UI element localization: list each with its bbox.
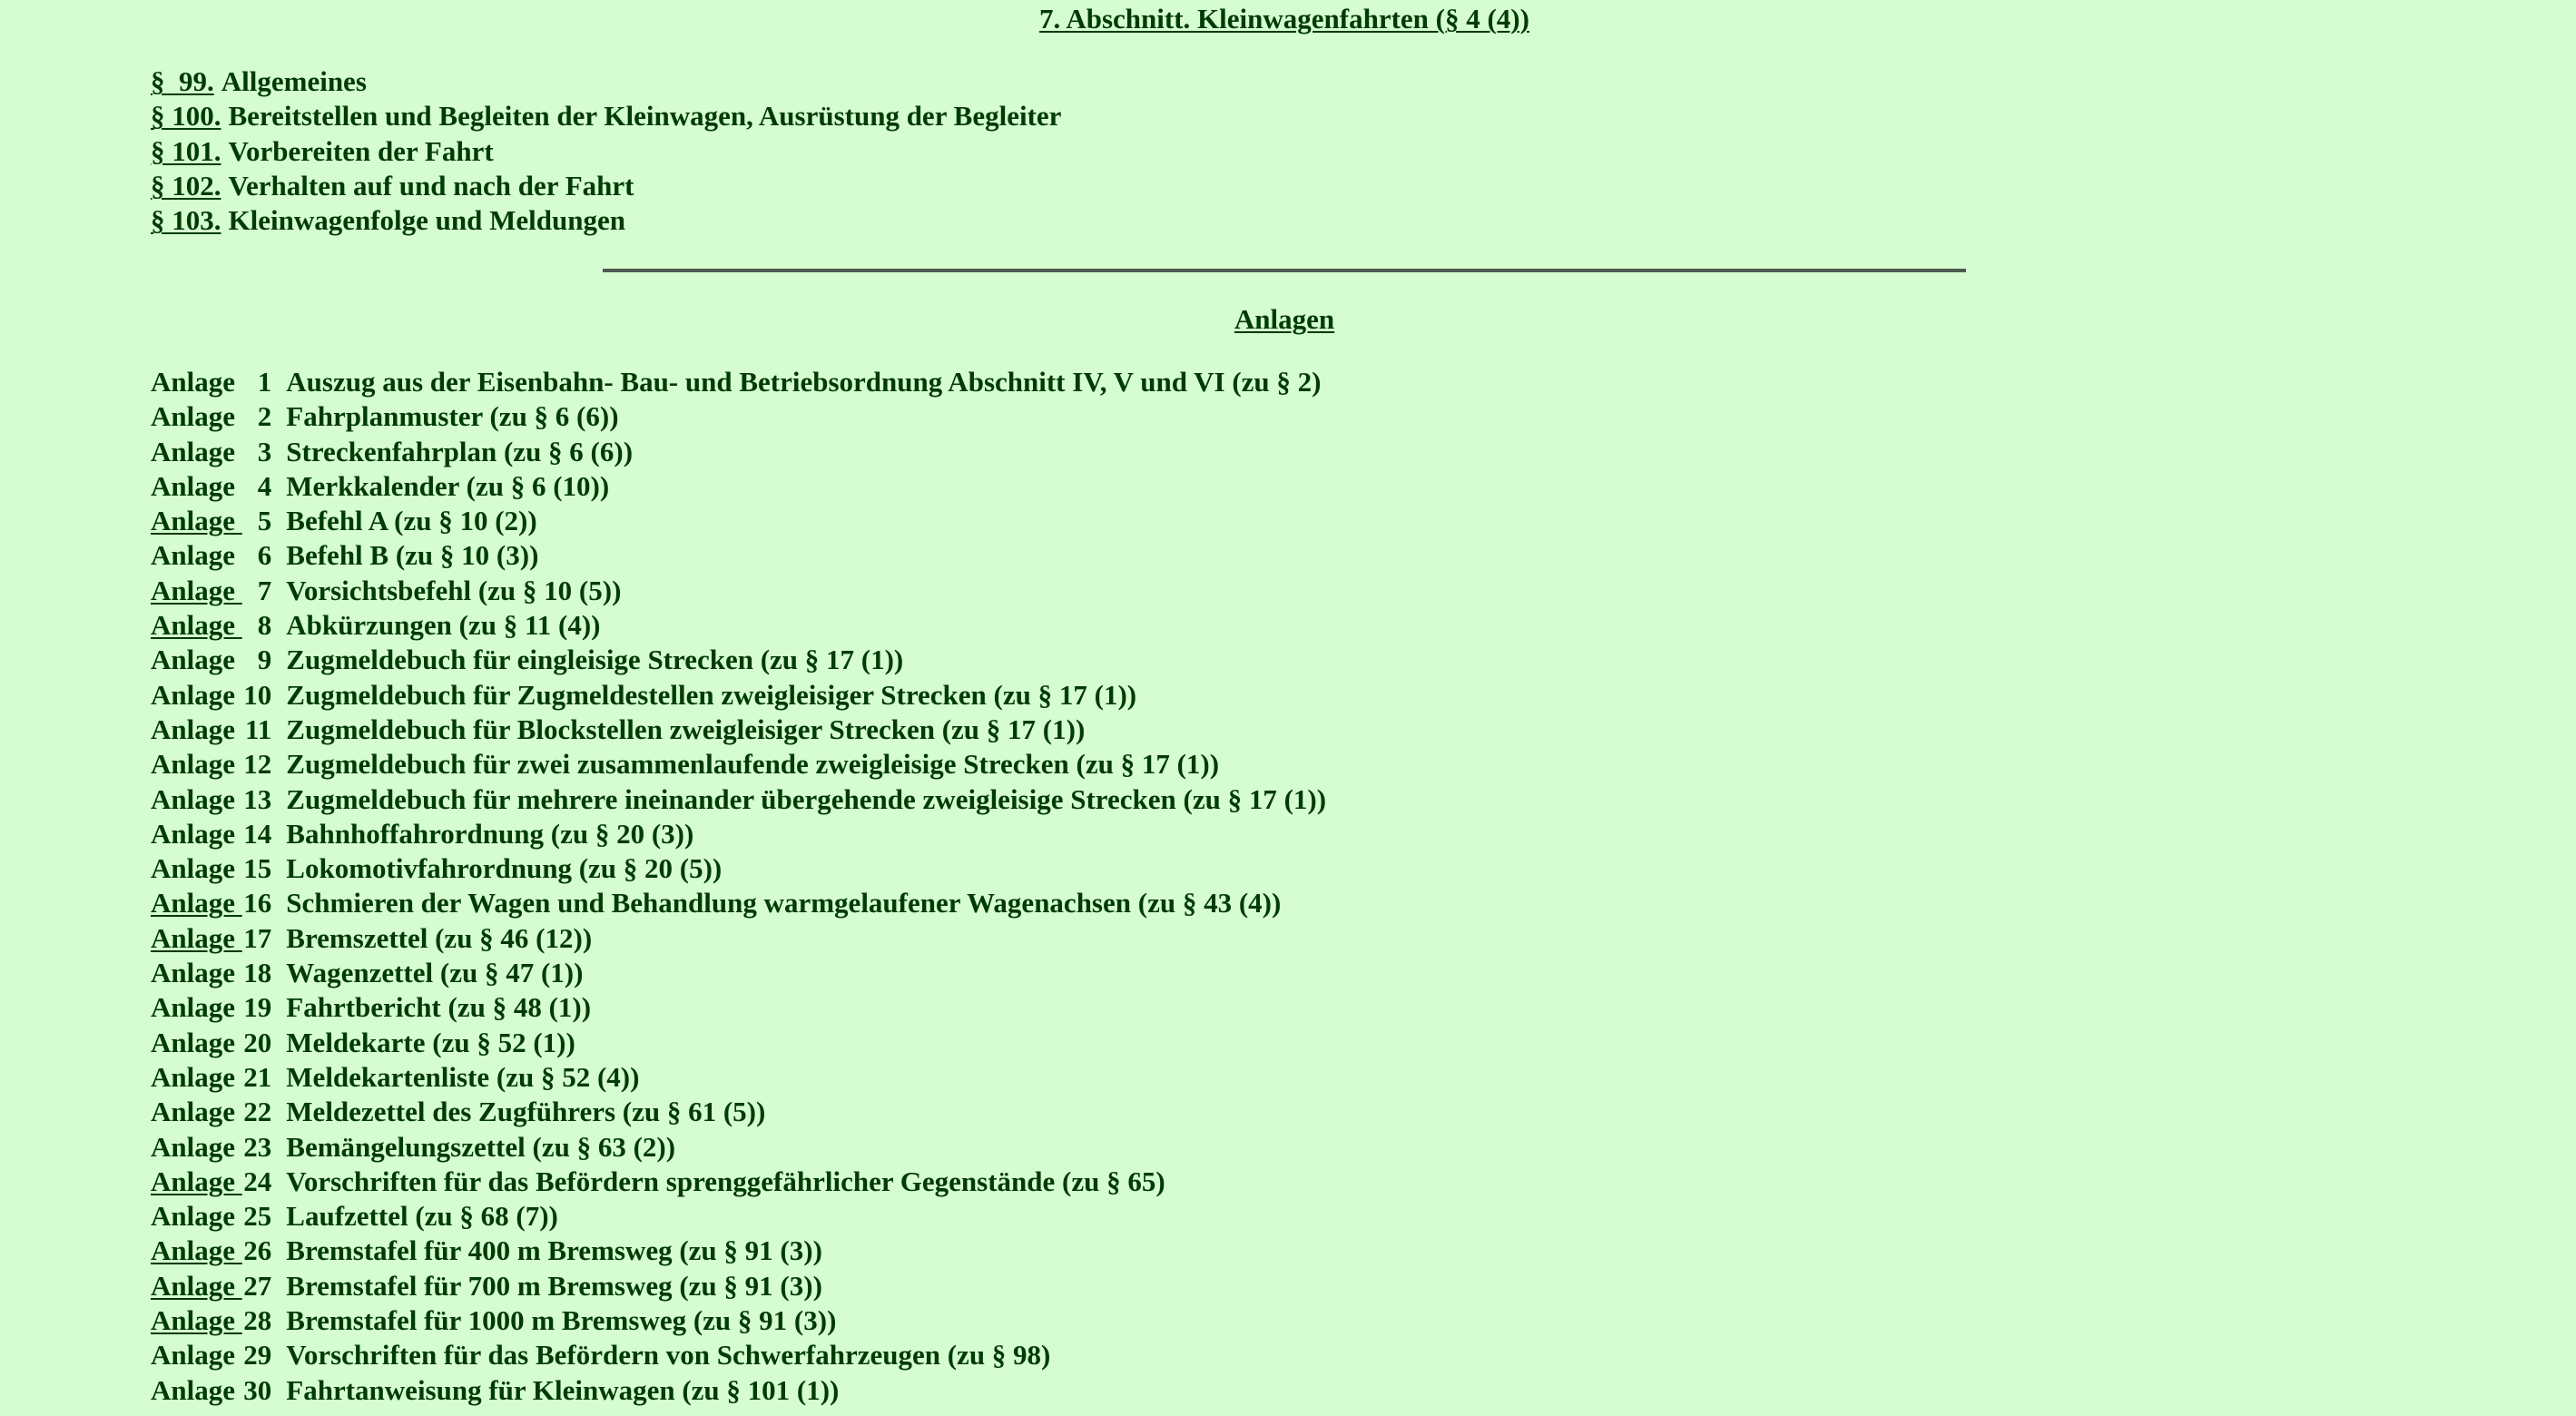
anlage-title: Meldekarte (zu § 52 (1)) bbox=[286, 1026, 575, 1058]
anlage-number: 24 bbox=[243, 1165, 272, 1197]
paragraph-list bbox=[151, 64, 1061, 238]
anlage-row bbox=[151, 1234, 1326, 1268]
paragraph-item bbox=[151, 203, 1061, 238]
anlage-label-cell[interactable] bbox=[151, 608, 286, 643]
section-title-link[interactable]: 7. Abschnitt. Kleinwagenfahrten (§ 4 (4)) bbox=[1039, 3, 1529, 34]
anlage-label bbox=[151, 436, 271, 467]
paragraph-link-100[interactable]: § 100. bbox=[151, 100, 221, 133]
anlage-label bbox=[151, 644, 271, 675]
divider bbox=[603, 269, 1966, 272]
paragraph-link-101[interactable]: § 101. bbox=[151, 134, 221, 167]
anlage-label-cell[interactable] bbox=[151, 504, 286, 538]
anlage-row bbox=[151, 574, 1326, 608]
anlage-number: 28 bbox=[243, 1304, 272, 1337]
anlage-row bbox=[151, 504, 1326, 538]
anlage-row bbox=[151, 713, 1326, 747]
anlage-link[interactable] bbox=[151, 575, 271, 606]
anlage-title: Fahrplanmuster (zu § 6 (6)) bbox=[286, 400, 619, 433]
anlage-number: 20 bbox=[243, 1026, 272, 1058]
anlage-row bbox=[151, 365, 1326, 399]
anlage-label-cell bbox=[151, 678, 286, 713]
anlage-label-cell bbox=[151, 1095, 286, 1129]
anlage-number: 29 bbox=[243, 1339, 272, 1372]
anlage-number: 9 bbox=[257, 644, 272, 676]
anlage-label-cell bbox=[151, 817, 286, 851]
anlagen-table-body bbox=[151, 365, 1326, 1408]
anlage-title: Bremszettel (zu § 46 (12)) bbox=[286, 921, 593, 954]
paragraph-item bbox=[151, 169, 1061, 203]
anlage-label-cell[interactable] bbox=[151, 886, 286, 920]
anlage-label bbox=[151, 748, 271, 780]
paragraph-link-102[interactable]: § 102. bbox=[151, 169, 221, 202]
anlage-label-cell bbox=[151, 1338, 286, 1372]
anlage-label bbox=[151, 1131, 271, 1163]
anlage-row bbox=[151, 538, 1326, 573]
anlage-number: 15 bbox=[243, 852, 272, 885]
anlage-number: 12 bbox=[243, 748, 272, 781]
anlage-number: 23 bbox=[243, 1130, 272, 1163]
anlage-prefix: Anlage bbox=[151, 539, 235, 572]
anlage-link[interactable] bbox=[151, 505, 271, 536]
anlage-row bbox=[151, 1269, 1326, 1303]
anlage-number: 30 bbox=[243, 1373, 272, 1406]
anlage-label bbox=[151, 470, 271, 502]
anlage-number: 13 bbox=[243, 782, 272, 815]
paragraph-item bbox=[151, 99, 1061, 133]
anlage-prefix: Anlage bbox=[151, 678, 235, 711]
anlage-label-cell[interactable] bbox=[151, 1269, 286, 1303]
anlage-prefix: Anlage bbox=[151, 748, 235, 781]
anlage-label bbox=[151, 783, 271, 815]
anlage-label-cell bbox=[151, 365, 286, 399]
anlage-title: Bremstafel für 1000 m Bremsweg (zu § 91 (3)) bbox=[286, 1304, 837, 1337]
anlage-row bbox=[151, 990, 1326, 1025]
anlage-prefix: Anlage bbox=[151, 1304, 235, 1337]
anlage-title: Bahnhoffahrordnung (zu § 20 (3)) bbox=[286, 817, 694, 850]
anlage-prefix: Anlage bbox=[151, 1165, 235, 1197]
anlage-title: Zugmeldebuch für Zugmeldestellen zweigleisiger Strecken (zu § 17 (1)) bbox=[286, 678, 1137, 711]
anlage-link[interactable] bbox=[151, 1304, 271, 1336]
anlage-row bbox=[151, 608, 1326, 643]
anlage-prefix: Anlage bbox=[151, 1096, 235, 1128]
anlage-title: Bremstafel für 400 m Bremsweg (zu § 91 (3)) bbox=[286, 1234, 822, 1267]
anlage-prefix: Anlage bbox=[151, 782, 235, 815]
anlage-label bbox=[151, 539, 271, 571]
anlage-label bbox=[151, 1061, 271, 1093]
anlage-number: 1 bbox=[257, 366, 272, 398]
anlage-title: Vorschriften für das Befördern sprenggefährlicher Gegenstände (zu § 65) bbox=[286, 1165, 1165, 1197]
anlage-row bbox=[151, 851, 1326, 886]
anlage-label bbox=[151, 366, 271, 398]
anlage-label-cell[interactable] bbox=[151, 1165, 286, 1199]
anlage-link[interactable] bbox=[151, 922, 271, 954]
anlage-number: 7 bbox=[257, 574, 272, 606]
anlage-title: Auszug aus der Eisenbahn- Bau- und Betriebsordnung Abschnitt IV, V und VI (zu § 2) bbox=[286, 366, 1322, 398]
anlage-label bbox=[151, 852, 271, 884]
anlage-number: 14 bbox=[243, 817, 272, 850]
paragraph-link-103[interactable]: § 103. bbox=[151, 204, 221, 237]
anlage-prefix: Anlage bbox=[151, 1060, 235, 1093]
anlage-title: Fahrtbericht (zu § 48 (1)) bbox=[286, 991, 592, 1024]
anlage-number: 5 bbox=[257, 505, 272, 537]
anlage-row bbox=[151, 678, 1326, 713]
paragraph-link-99[interactable]: § 99. bbox=[151, 65, 214, 97]
anlage-label-cell bbox=[151, 956, 286, 990]
paragraph-title: Allgemeines bbox=[221, 65, 367, 97]
anlage-prefix: Anlage bbox=[151, 921, 235, 954]
anlage-row bbox=[151, 956, 1326, 990]
anlage-label bbox=[151, 1096, 271, 1127]
anlage-prefix: Anlage bbox=[151, 713, 235, 745]
anlage-label bbox=[151, 1027, 271, 1058]
anlage-number: 27 bbox=[243, 1269, 272, 1302]
anlage-number: 11 bbox=[245, 713, 272, 745]
paragraph-item bbox=[151, 64, 1061, 99]
anlage-link[interactable] bbox=[151, 1234, 271, 1266]
anlage-title: Zugmeldebuch für Blockstellen zweigleisiger Strecken (zu § 17 (1)) bbox=[286, 713, 1086, 745]
anlage-label-cell bbox=[151, 399, 286, 434]
anlage-prefix: Anlage bbox=[151, 469, 235, 502]
anlage-prefix: Anlage bbox=[151, 435, 235, 467]
paragraph-title: Bereitstellen und Begleiten der Kleinwagen, Ausrüstung der Begleiter bbox=[228, 100, 1062, 133]
anlage-prefix: Anlage bbox=[151, 609, 235, 642]
anlage-label bbox=[151, 1374, 271, 1406]
anlage-row bbox=[151, 399, 1326, 434]
anlage-prefix: Anlage bbox=[151, 1026, 235, 1058]
anlage-title: Meldezettel des Zugführers (zu § 61 (5)) bbox=[286, 1096, 766, 1128]
anlage-number: 8 bbox=[257, 609, 272, 642]
anlage-row bbox=[151, 886, 1326, 920]
anlage-label-cell bbox=[151, 782, 286, 817]
anlage-number: 6 bbox=[257, 539, 272, 572]
anlage-label bbox=[151, 1339, 271, 1371]
paragraph-title: Vorbereiten der Fahrt bbox=[228, 134, 494, 167]
anlage-title: Schmieren der Wagen und Behandlung warmgelaufener Wagenachsen (zu § 43 (4)) bbox=[286, 887, 1282, 919]
anlage-row bbox=[151, 1199, 1326, 1234]
anlage-prefix: Anlage bbox=[151, 991, 235, 1024]
anlage-label bbox=[151, 1200, 271, 1232]
anlage-prefix: Anlage bbox=[151, 1200, 235, 1233]
anlage-number: 2 bbox=[257, 400, 272, 433]
anlage-title: Lokomotivfahrordnung (zu § 20 (5)) bbox=[286, 852, 723, 885]
anlage-title: Bremstafel für 700 m Bremsweg (zu § 91 (3)) bbox=[286, 1269, 822, 1302]
anlage-row bbox=[151, 1060, 1326, 1095]
anlage-prefix: Anlage bbox=[151, 1234, 235, 1267]
anlage-label-cell bbox=[151, 990, 286, 1025]
anlage-title: Vorsichtsbefehl (zu § 10 (5)) bbox=[286, 574, 622, 606]
anlage-prefix: Anlage bbox=[151, 505, 235, 537]
anlage-label-cell bbox=[151, 538, 286, 573]
anlage-row bbox=[151, 921, 1326, 956]
anlage-title: Befehl A (zu § 10 (2)) bbox=[286, 505, 537, 537]
anlage-number: 4 bbox=[257, 469, 272, 502]
anlage-title: Abkürzungen (zu § 11 (4)) bbox=[286, 609, 601, 642]
anlage-link[interactable] bbox=[151, 887, 271, 919]
anlage-number: 26 bbox=[243, 1234, 272, 1267]
anlage-title: Bemängelungszettel (zu § 63 (2)) bbox=[286, 1130, 676, 1163]
anlage-label-cell[interactable] bbox=[151, 1303, 286, 1338]
anlage-number: 18 bbox=[243, 957, 272, 989]
anlage-number: 22 bbox=[243, 1096, 272, 1128]
anlage-row bbox=[151, 1130, 1326, 1165]
anlage-label bbox=[151, 818, 271, 850]
anlage-label-cell bbox=[151, 1060, 286, 1095]
anlage-row bbox=[151, 1095, 1326, 1129]
anlage-title: Befehl B (zu § 10 (3)) bbox=[286, 539, 539, 572]
anlage-prefix: Anlage bbox=[151, 1373, 235, 1406]
anlage-row bbox=[151, 1303, 1326, 1338]
anlage-label-cell bbox=[151, 1130, 286, 1165]
anlage-label bbox=[151, 400, 271, 432]
anlagen-heading[interactable] bbox=[0, 302, 2569, 337]
anlage-label-cell bbox=[151, 469, 286, 504]
anlage-link[interactable] bbox=[151, 1165, 271, 1197]
anlage-title: Zugmeldebuch für mehrere ineinander übergehende zweigleisige Strecken (zu § 17 (1)) bbox=[286, 782, 1327, 815]
anlage-number: 21 bbox=[243, 1060, 272, 1093]
anlage-title: Fahrtanweisung für Kleinwagen (zu § 101 (1)) bbox=[286, 1373, 840, 1406]
anlage-label bbox=[151, 957, 271, 988]
anlage-number: 19 bbox=[243, 991, 272, 1024]
anlagen-heading-link[interactable]: Anlagen bbox=[1234, 303, 1335, 335]
anlage-row bbox=[151, 782, 1326, 817]
anlage-label-cell[interactable] bbox=[151, 1234, 286, 1268]
anlage-number: 17 bbox=[243, 921, 272, 954]
anlage-label-cell bbox=[151, 1199, 286, 1234]
section-title[interactable] bbox=[0, 2, 2569, 36]
anlage-row bbox=[151, 747, 1326, 782]
anlage-label bbox=[151, 991, 271, 1023]
anlage-label-cell bbox=[151, 643, 286, 677]
anlage-title: Streckenfahrplan (zu § 6 (6)) bbox=[286, 435, 634, 467]
anlage-link[interactable] bbox=[151, 1270, 271, 1302]
anlage-row bbox=[151, 435, 1326, 469]
anlage-prefix: Anlage bbox=[151, 1130, 235, 1163]
anlage-title: Merkkalender (zu § 6 (10)) bbox=[286, 469, 610, 502]
anlage-label-cell bbox=[151, 1026, 286, 1060]
anlage-number: 3 bbox=[257, 435, 272, 467]
anlage-label bbox=[151, 679, 271, 711]
anlage-prefix: Anlage bbox=[151, 817, 235, 850]
anlage-title: Laufzettel (zu § 68 (7)) bbox=[286, 1200, 558, 1233]
anlage-row bbox=[151, 817, 1326, 851]
anlage-prefix: Anlage bbox=[151, 366, 235, 398]
anlage-title: Vorschriften für das Befördern von Schwerfahrzeugen (zu § 98) bbox=[286, 1339, 1051, 1372]
anlage-label-cell bbox=[151, 851, 286, 886]
anlage-prefix: Anlage bbox=[151, 574, 235, 606]
anlage-title: Meldekartenliste (zu § 52 (4)) bbox=[286, 1060, 640, 1093]
anlage-title: Zugmeldebuch für zwei zusammenlaufende zweigleisige Strecken (zu § 17 (1)) bbox=[286, 748, 1220, 781]
anlage-number: 16 bbox=[243, 887, 272, 919]
anlage-row bbox=[151, 643, 1326, 677]
anlage-prefix: Anlage bbox=[151, 400, 235, 433]
anlage-row bbox=[151, 1026, 1326, 1060]
anlage-prefix: Anlage bbox=[151, 887, 235, 919]
anlage-label-cell bbox=[151, 435, 286, 469]
anlage-label-cell bbox=[151, 1373, 286, 1408]
anlage-number: 25 bbox=[243, 1200, 272, 1233]
anlage-label-cell[interactable] bbox=[151, 921, 286, 956]
anlage-link[interactable] bbox=[151, 609, 271, 641]
anlage-prefix: Anlage bbox=[151, 852, 235, 885]
anlage-title: Wagenzettel (zu § 47 (1)) bbox=[286, 957, 584, 989]
anlage-title: Zugmeldebuch für eingleisige Strecken (zu § 17 (1)) bbox=[286, 644, 904, 676]
anlage-prefix: Anlage bbox=[151, 644, 235, 676]
paragraph-item bbox=[151, 134, 1061, 169]
anlage-row bbox=[151, 469, 1326, 504]
anlage-row bbox=[151, 1338, 1326, 1372]
paragraph-title: Kleinwagenfolge und Meldungen bbox=[228, 204, 625, 237]
anlage-prefix: Anlage bbox=[151, 1339, 235, 1372]
anlage-label bbox=[151, 713, 271, 745]
anlage-prefix: Anlage bbox=[151, 957, 235, 989]
anlage-number: 10 bbox=[243, 678, 272, 711]
anlage-row bbox=[151, 1165, 1326, 1199]
paragraph-title: Verhalten auf und nach der Fahrt bbox=[228, 169, 634, 202]
anlage-row bbox=[151, 1373, 1326, 1408]
anlage-label-cell bbox=[151, 747, 286, 782]
anlage-prefix: Anlage bbox=[151, 1269, 235, 1302]
anlage-label-cell bbox=[151, 713, 286, 747]
anlagen-table bbox=[151, 365, 1326, 1408]
anlage-label-cell[interactable] bbox=[151, 574, 286, 608]
